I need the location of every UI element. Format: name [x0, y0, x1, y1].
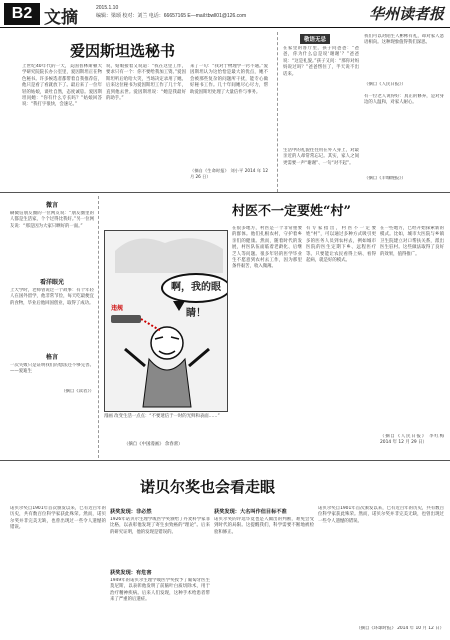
einstein-col-1: 上世纪40年代的一天，美国普林斯顿大学研究院院长办公室里，爱因斯坦正在物色秘书。许多候选者都带着自我推荐信，他只是看了看就放下了。最后来了一位年轻的姑娘，谈吐自然，态度诚恳。爱因斯坦问她：“你有什么专长吗？”姑娘回答说：“我打字很快，会速记。”	[22, 64, 102, 108]
left-source: （摘自《读者》）	[61, 389, 94, 394]
cartoon-label: 违规	[111, 305, 124, 312]
column-divider	[277, 32, 278, 192]
einstein-col-3: 来了一句：“我对于物理学一窍不通。”爱因斯坦认为这恰恰是最大的优点，她不会被那些复杂的问题所干扰，能专心做好秘书工作。几十年间她尽心尽力，帮助爱因斯坦处理了大量信件与事务。	[190, 64, 268, 95]
einstein-source: （摘自《生命时报》 刘小平 2014 年 12 月 26 日）	[190, 168, 268, 180]
nobel-col-2	[110, 506, 210, 634]
nobel-subhead-1: 获奖发现：非必然	[110, 509, 152, 515]
section-name: 文摘	[44, 8, 78, 28]
nobel-col-3	[214, 506, 314, 634]
right-text-1: 在家里的客厅里，孩子问爸爸：“爸爸，你为什么总是说‘谢谢’？”爸爸说：“这是礼貌。”孩子又问：“那你对妈妈说过吗？”爸爸愣住了，半天说不出话来。	[283, 46, 359, 77]
right-text-2: 生活中的礼貌往往用在外人身上，对最亲近的人却常常忘记。其实，家人之间更需要一声“谢谢”、一句“对不起”。	[283, 148, 359, 166]
nobel-col-1: 诺贝尔奖自1901年首次颁发以来，已有近百年的历史，共有数百位科学家获此殊荣。然而，诺贝尔奖并非完美无缺，也曾出现过一些令人遗憾的错误。	[10, 506, 106, 531]
village-col-3: 在一些地方，已经开始探索新的模式。比如，城市大医院与乡镇卫生院建立对口帮扶关系，派出医生驻村。这些做法取得了良好的效果，值得推广。	[380, 226, 444, 257]
village-doctor-headline: 村医不一定要姓“村”	[232, 204, 351, 219]
right-source-2: （摘自《羊城晚报》）	[364, 176, 406, 181]
section-divider	[0, 192, 450, 193]
section-divider	[0, 460, 450, 461]
left-text-3: 一次失败只是证明我们的想法还不够完善。——爱迪生	[10, 363, 94, 375]
left-column	[10, 198, 94, 456]
left-text-1: 刷微信朋友圈的一位网友说：“朋友圈里的人都是生活家，个个过得比我好。”另一位网友说：“那是因为大家只晒好的一面。”	[10, 211, 94, 229]
cartoon-caption: 漫画 改变生活一点点：“不要迷信于一时的光鲜和表面……”	[104, 414, 220, 419]
nobel-text-3: 1949年的诺贝尔生理学或医学奖授予了葡萄牙医生莫尼斯，以表彰他发明了前脑叶白质切除术，用于治疗精神疾病。后来人们发现，这种手术给患者带来了严重的后遗症。	[110, 578, 210, 603]
nobel-subhead-2: 获奖发现：有危害	[110, 570, 152, 576]
village-col-2: 有专家指出，村医不一定要姓“村”，可以通过多种方式吸引更多的医务人员到农村去，例如城市医院的医生定期下乡、远程医疗等。只要能让农民看得上病、看得起病，就是好的模式。	[306, 226, 376, 264]
cartoon-author: （摘自《中国漫画》 余春蕾）	[124, 442, 183, 447]
left-text-2: 上大学时，老师曾说过一个故事：有个年轻人在国外留学，他非常节俭，每天吃最便宜的食物，毕业后他回国创业，取得了成功。	[10, 288, 94, 306]
village-col-1: 在很多地方，村医是一个非常重要的群体。他们扎根农村，守护着乡亲们的健康。然而，随着时代的发展，村医队伍面临着老龄化、后继乏人等问题。很多年轻的医学毕业生不愿意到农村去工作，因为那里条件艰苦，收入微薄。	[232, 226, 302, 270]
nobel-subhead-3: 获奖发现：大名叫作但目标不准	[214, 509, 287, 515]
right-source-1: （摘自《人民日报》）	[364, 82, 406, 87]
page-number: B2	[4, 3, 40, 25]
left-label-2: 看洋眼光	[39, 279, 64, 286]
right-text-4: 有一位老人说得好：真正的修养，是对身边的人温和，对家人耐心。	[364, 94, 444, 106]
left-label-1: 微言	[45, 202, 58, 209]
einstein-headline: 爱因斯坦选秘书	[70, 42, 176, 60]
cartoon-illustration	[104, 230, 228, 412]
column-divider	[98, 196, 99, 458]
nobel-text-4: 诺贝尔奖的评选毕竟也是人做出的判断，难免会受到时代的局限。这提醒我们，科学需要不断地被检验和修正。	[214, 517, 314, 535]
village-source: （摘自《人民日报》 李红梅 2014 年 12 月 29 日）	[380, 434, 444, 446]
right-text-3: 我们可以对陌生人彬彬有礼，却对家人恶语相向。这种现象值得我们深思。	[364, 34, 444, 46]
left-label-3: 格言	[45, 354, 58, 361]
einstein-col-2: 说，姑娘接着又说道：“我在这里工作，要求只有一个：你不要给我加工资。”爱因斯坦听后哈哈大笑，当场决定录用了她。后来这位秘书为爱因斯坦工作了几十年，直到他去世。爱因斯坦说：“她是我最好的助手。”	[106, 64, 186, 102]
issue-date: 2015.1.10	[96, 5, 119, 11]
speech-bubble: 啊，我的眼睛！	[161, 273, 228, 303]
editor-line: 编辑：梁颂 校对：刘兰 电话：66657165 E—mail:tbwll01@126.com	[96, 13, 247, 19]
nobel-text-2: 1926年诺贝尔生理学或医学奖颁给了丹麦科学家菲比格，以表彰他发现了寄生虫致癌的“理论”。后来的研究证明，他的发现是错误的。	[110, 517, 210, 535]
nobel-source: （摘自《环球时报》 2014 年 10 月 12 日）	[356, 626, 444, 631]
nobel-col-4: 诺贝尔奖自1901年首次颁发以来，已有近百年的历史，共有数百位科学家获此殊荣。然而，诺贝尔奖并非完美无缺，也曾出现过一些令人遗憾的错误。	[318, 506, 444, 524]
cartoon-drawing	[105, 231, 228, 412]
paper-name: 华州读者报	[368, 5, 444, 23]
masthead-info	[96, 4, 336, 20]
masthead	[0, 0, 450, 28]
right-section-label: 敬语无忌	[300, 34, 330, 44]
nobel-headline: 诺贝尔奖也会看走眼	[140, 478, 276, 496]
